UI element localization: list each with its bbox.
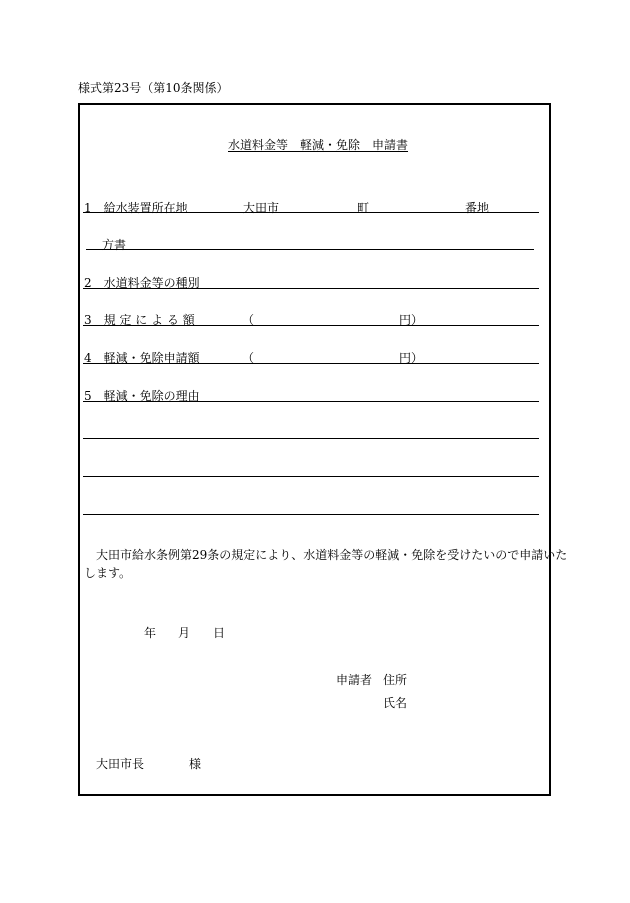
item1-care-of: 方書 [102, 238, 127, 252]
item4-label: 4 軽減・免除申請額 [84, 351, 200, 365]
addressee-title: 大田市長 [96, 757, 145, 771]
statement-line-2: します。 [84, 566, 132, 580]
item2-line [83, 288, 539, 289]
date-day: 日 [213, 626, 226, 640]
item5-line [83, 401, 539, 402]
item1-label: 1 給水装置所在地 [84, 201, 188, 215]
form-number: 様式第23号（第10条関係） [78, 81, 229, 95]
item3-close: 円） [399, 313, 424, 327]
item1-city: 大田市 [243, 201, 280, 215]
date-month: 月 [178, 626, 191, 640]
form-title: 水道料金等 軽減・免除 申請書 [228, 138, 409, 152]
item2-label: 2 水道料金等の種別 [84, 276, 200, 290]
item1-town: 町 [357, 201, 370, 215]
item4-line [83, 363, 539, 364]
care-of-line [86, 249, 534, 250]
date-year: 年 [144, 626, 157, 640]
applicant-name-label: 氏名 [383, 696, 408, 710]
reason-line-1 [83, 438, 539, 439]
item5-label: 5 軽減・免除の理由 [84, 389, 200, 403]
item1-lot: 番地 [465, 201, 490, 215]
item4-close: 円） [399, 351, 424, 365]
applicant-label: 申請者 [336, 673, 373, 687]
item3-line [83, 325, 539, 326]
applicant-address-label: 住所 [383, 673, 408, 687]
item3-open-paren: （ [242, 313, 255, 327]
item1-line [83, 212, 539, 213]
statement-line-1: 大田市給水条例第29条の規定により、水道料金等の軽減・免除を受けたいので申請いた [84, 548, 568, 562]
addressee-honorific: 様 [189, 757, 202, 771]
reason-line-3 [83, 514, 539, 515]
item4-open-paren: （ [242, 351, 255, 365]
reason-line-2 [83, 476, 539, 477]
item3-label: 3 規 定 に よ る 額 [84, 313, 195, 327]
